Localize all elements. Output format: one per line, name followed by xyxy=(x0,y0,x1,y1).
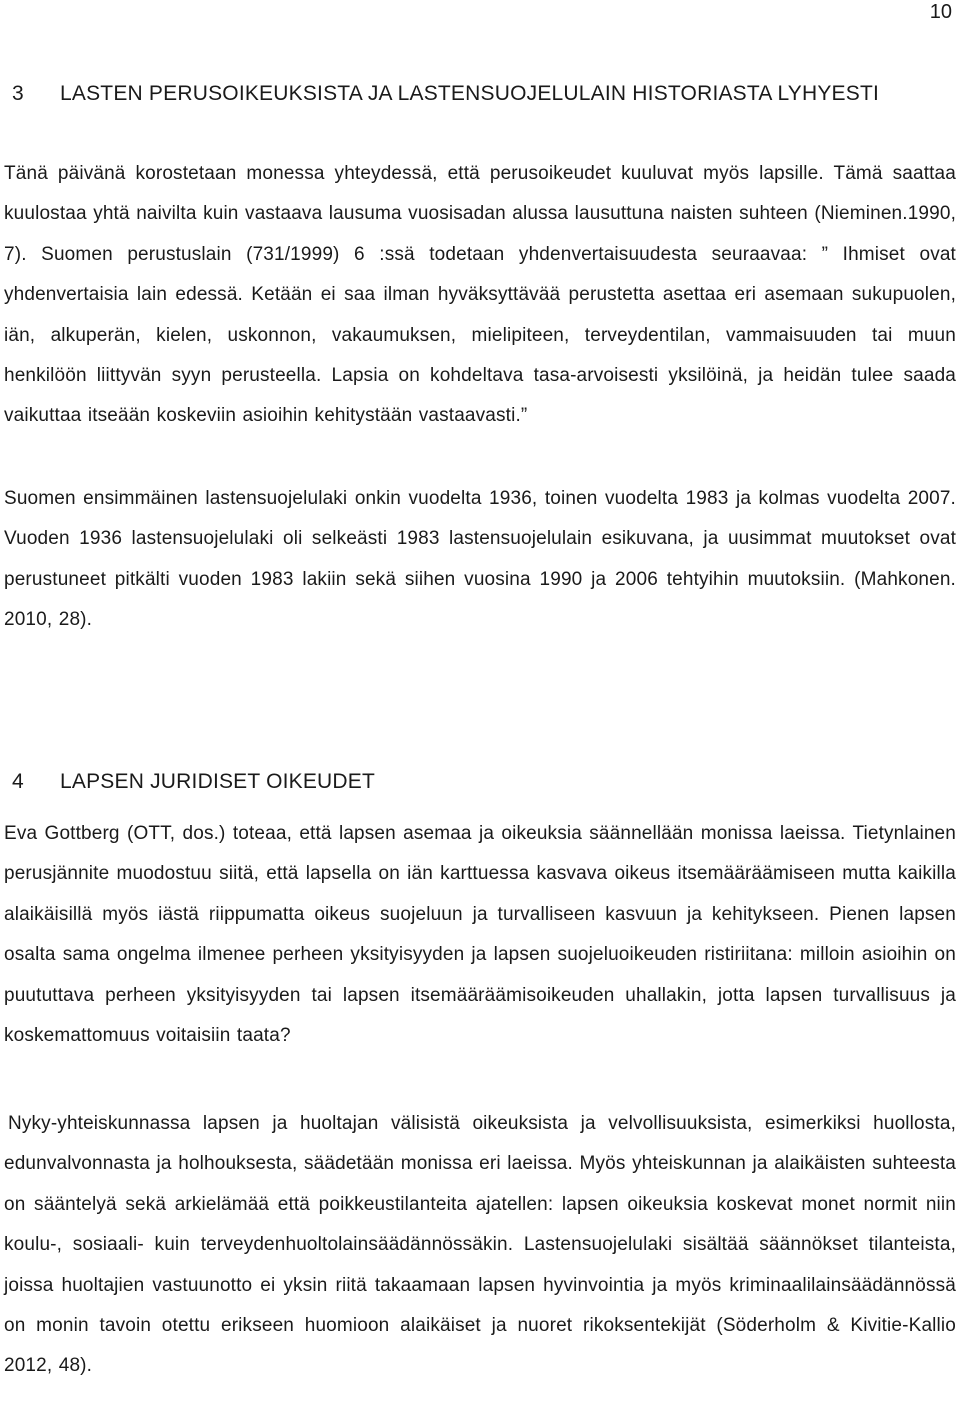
paragraph-nyky-yhteiskunta: Nyky-yhteiskunnassa lapsen ja huoltajan välisistä oikeuksista ja velvollisuuksista, esimerkiksi huollosta, edunvalvonnasta ja holhouksesta, säädetään monissa eri laeissa. Myös yhteiskunnan ja alaikäisten suhteesta on sääntelyä sekä arkielämää että poikkeustilanteita ajatellen: lapsen oikeuksia koskevat monet normit niin koulu-, sosiaali- kuin terveydenhuoltolainsäädännössäkin. Lastensuojelulaki sisältää säännökset tilanteista, joissa huoltajien vastuunotto ei yksin riitä takaamaan lapsen hyvinvointia ja myös kriminaalilainsäädännössä on monin tavoin otettu erikseen huomioon alaikäiset ja nuoret rikoksentekijät (Söderholm & Kivitie-Kallio 2012, 48). xyxy=(4,1113,956,1377)
paragraph-gottberg: Eva Gottberg (OTT, dos.) toteaa, että lapsen asemaa ja oikeuksia säännellään monissa laeissa. Tietynlainen perusjännite muodostuu siitä, että lapsella on iän karttuessa kasvava oikeus itsemääräämiseen mutta kaikilla alaikäisillä myös iästä riippumatta oikeus suojeluun ja turvalliseen kasvuun ja kehitykseen. Pienen lapsen osalta sama ongelma ilmenee perheen yksityisyyden ja lapsen suojeluoikeuden ristiriitana: milloin asioihin on puututtava perheen yksityisyyden tai lapsen itsemääräämisoikeuden uhallakin, jotta lapsen turvallisuus ja koskemattomuus voitaisiin taata? xyxy=(4,823,956,1047)
section-title: LAPSEN JURIDISET OIKEUDET xyxy=(60,770,376,793)
page-number: 10 xyxy=(929,1,952,23)
section-title: LASTEN PERUSOIKEUKSISTA JA LASTENSUOJELULAIN HISTORIASTA LYHYESTI xyxy=(60,82,880,105)
paragraph-perusoikeudet: Tänä päivänä korostetaan monessa yhteydessä, että perusoikeudet kuuluvat myös lapsille. Tämä saattaa kuulostaa yhtä naivilta kuin vastaava lausuma vuosisadan alussa lausuttuna naisten suhteen (Nieminen.1990, 7). Suomen perustuslain (731/1999) 6 :ssä todetaan yhdenvertaisuudesta seuraavaa: ” Ihmiset ovat yhdenvertaisia lain edessä. Ketään ei saa ilman hyväksyttävää perustetta asettaa eri asemaan sukupuolen, iän, alkuperän, kielen, uskonnon, vakaumuksen, mielipiteen, terveydentilan, vammaisuuden tai muun henkilöön liittyvän syyn perusteella. Lapsia on kohdeltava tasa-arvoisesti yksilöinä, ja heidän tulee saada vaikuttaa itseään koskeviin asioihin kehitystään vastaavasti.” xyxy=(4,163,956,427)
section-number: 4 xyxy=(12,770,24,793)
section-heading-3 xyxy=(12,80,880,108)
paragraph-lastensuojelulaki-historia: Suomen ensimmäinen lastensuojelulaki onkin vuodelta 1936, toinen vuodelta 1983 ja kolmas vuodelta 2007. Vuoden 1936 lastensuojelulaki oli selkeästi 1983 lastensuojelulain esikuvana, ja uusimmat muutokset ovat perustuneet pitkälti vuoden 1983 lakiin sekä siihen vuosina 1990 ja 2006 tehtyihin muutoksiin. (Mahkonen. 2010, 28). xyxy=(4,488,956,631)
section-number: 3 xyxy=(12,82,24,105)
section-heading-4 xyxy=(12,768,880,796)
